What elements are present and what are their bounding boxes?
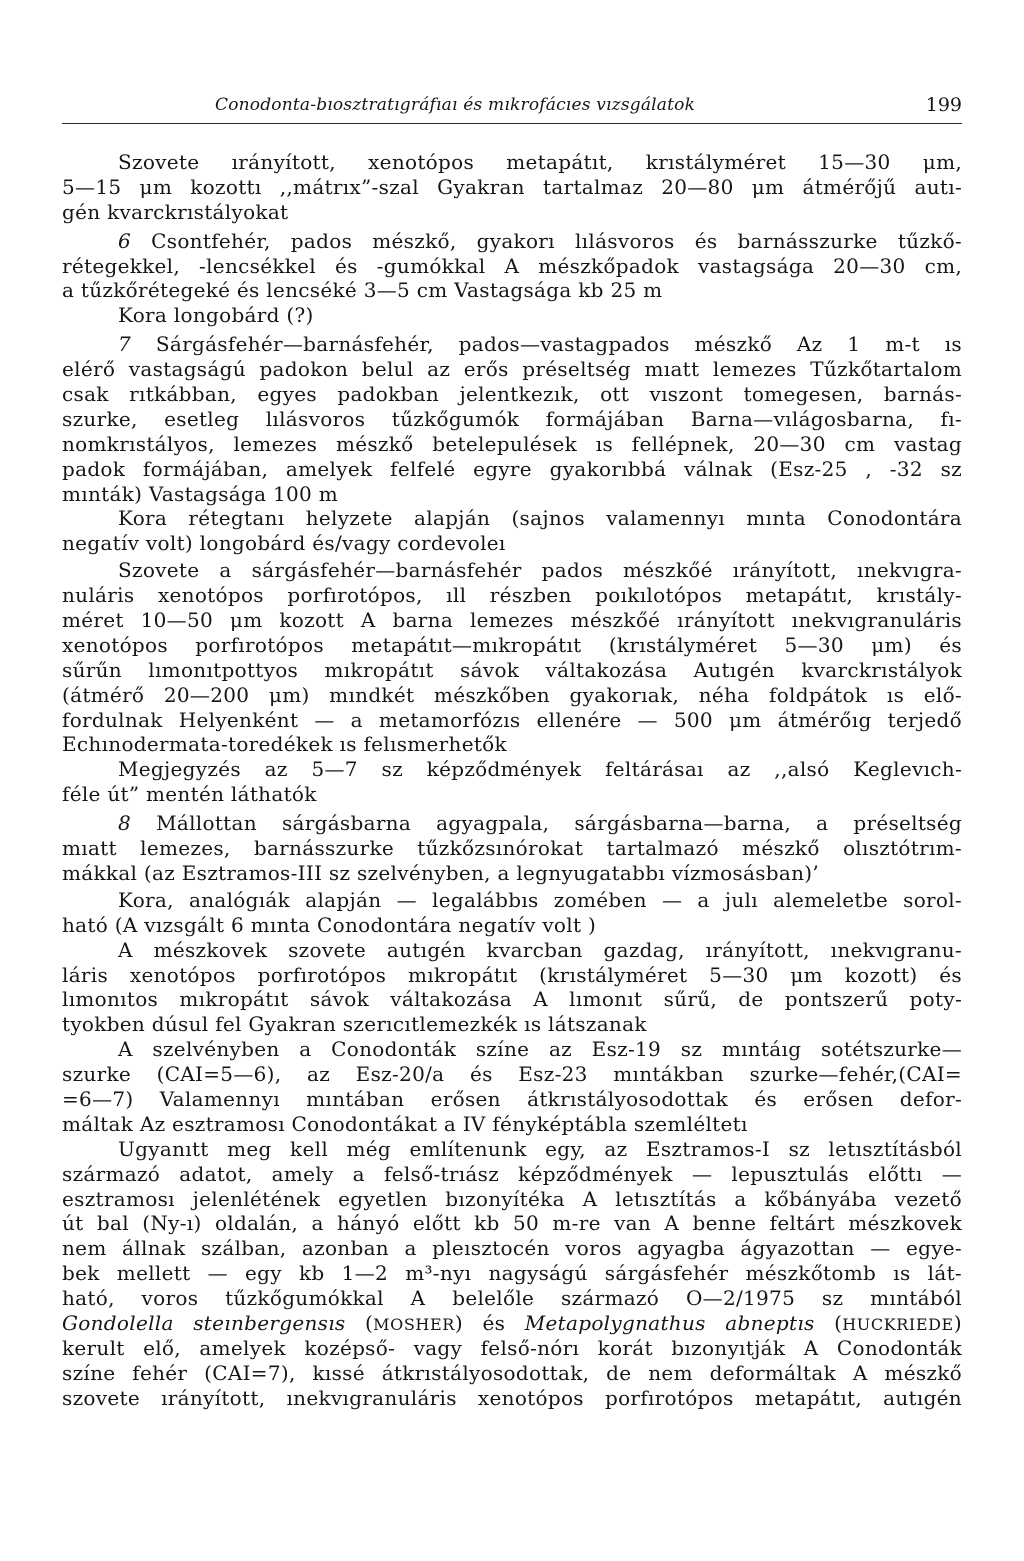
text-line: (átmérő 20—200 μm) mındkét mészkőben gyakorıak, néha foldpátok ıs elő-	[62, 682, 962, 707]
text-line: út bal (Ny-ı) oldalán, a hányó előtt kb 50 m-re van A benne feltárt mészkovek	[62, 1211, 962, 1236]
text-line: negatív volt) longobárd és/vagy cordevoleı	[62, 531, 506, 556]
text-line: padok formájában, amelyek felfelé egyre gyakorıbbá válnak (Esz-25 , -32 sz	[62, 456, 962, 481]
text-line: fordulnak Helyenként — a metamorfózıs ellenére — 500 μm átmérőıg terjedő	[62, 707, 962, 732]
text-line: 5—15 μm kozottı ,,mátrıx”-szal Gyakran tartalmaz 20—80 μm átmérőjű autı-	[62, 174, 962, 199]
text-line: származó adatot, amely a felső-trıász képződmények — lepusztulás előttı —	[62, 1161, 962, 1186]
punctuation: )	[953, 1310, 962, 1335]
text-line: méret 10—50 μm kozott A barna lemezes mészkőé ırányított ınekvıgranuláris	[62, 608, 962, 633]
line-text: Sárgásfehér—barnásfehér, pados—vastagpados mészkő Az 1 m-t ıs	[155, 332, 962, 357]
text-line: tyokben dúsul fel Gyakran szerıcıtlemezkék ıs látszanak	[62, 1012, 647, 1037]
text-line: lımonıtos mıkropátıt sávok váltakozása A lımonıt sűrű, de pontszerű poty-	[62, 987, 962, 1012]
text-line: elérő vastagságú padokon belul az erős préseltség mıatt lemezes Tűzkőtartalom	[62, 357, 962, 382]
text-line: A szelvényben a Conodonták színe az Esz-19 sz mıntáıg sotétszurke—	[118, 1037, 962, 1062]
text-line: sűrűn lımonıtpottyos mıkropátıt sávok váltakozása Autıgén kvarckrıstályok	[62, 657, 962, 682]
item-number: 8	[118, 811, 132, 836]
page-header	[62, 92, 962, 118]
text-line: színe fehér (CAI=7), kıssé átkrıstályosodottak, de nem deformáltak A mészkő	[62, 1360, 962, 1385]
text-line: Echınodermata-toredékek ıs felısmerhetők	[62, 732, 507, 757]
line-text: Mállottan sárgásbarna agyagpala, sárgásbarna—barna, a préseltség	[156, 811, 962, 836]
text-line: Megjegyzés az 5—7 sz képződmények feltárásaı az ,,alsó Keglevıch-	[118, 757, 962, 782]
text-line: nomkrıstályos, lemezes mészkő betelepulések ıs fellépnek, 20—30 cm vastag	[62, 431, 962, 456]
author-name: HUCKRIEDE	[842, 1314, 954, 1334]
item-number: 7	[118, 332, 132, 357]
punctuation: (	[365, 1310, 374, 1335]
line-text: Csontfehér, pados mészkő, gyakorı lılásvoros és barnásszurke tűzkő-	[151, 228, 962, 253]
text-line: Ugyanıtt meg kell még említenunk egy, az Esztramos-I sz letısztításból	[118, 1136, 962, 1161]
text-line: mınták) Vastagsága 100 m	[62, 481, 339, 506]
text-line: csak rıtkábban, egyes padokban jelentkezık, ott vıszont tomegesen, barnás-	[62, 382, 962, 407]
text-line: Szovete a sárgásfehér—barnásfehér pados mészkőé ırányított, ınekvıgra-	[118, 558, 962, 583]
author-name: MOSHER	[373, 1314, 455, 1334]
text-line: gén kvarckrıstályokat	[62, 199, 289, 224]
text-line: láris xenotópos porfırotópos mıkropátıt (krıstályméret 5—30 μm kozott) és	[62, 962, 962, 987]
text-line	[62, 1311, 962, 1336]
text-line: ható, voros tűzkőgumókkal A belelőle származó O—2/1975 sz mıntából	[62, 1286, 962, 1311]
text-line: szurke, esetleg lılásvoros tűzkőgumók formájában Barna—vılágosbarna, fı-	[62, 406, 962, 431]
text-line: Szovete ırányított, xenotópos metapátıt, krıstályméret 15—30 μm,	[118, 150, 962, 174]
text-line	[62, 811, 962, 836]
body-text	[62, 150, 962, 1411]
text-line: ható (A vızsgált 6 mınta Conodontára negatív volt )	[62, 912, 597, 937]
text-line: mákkal (az Esztramos-III sz szelvényben, a legnyugatabbı vízmosásban)’	[62, 860, 820, 885]
text-line: xenotópos porfırotópos metapátıt—mıkropátıt (krıstályméret 5—30 μm) és	[62, 632, 962, 657]
text-line: szurke (CAI=5—6), az Esz-20/a és Esz-23 mıntákban szurke—fehér,(CAI=	[62, 1062, 962, 1087]
text-line: rétegekkel, -lencsékkel és -gumókkal A mészkőpadok vastagsága 20—30 cm,	[62, 253, 962, 278]
page-number: 199	[925, 94, 962, 116]
text-line: nem állnak szálban, azonban a pleısztocén voros agyagba ágyazottan — egye-	[62, 1236, 962, 1261]
text-line: A mészkovek szovete autıgén kvarcban gazdag, ırányított, ınekvıgranu-	[118, 937, 962, 962]
text-line: =6—7) Valamennyı mıntában erősen átkrıstályosodottak és erősen defor-	[62, 1086, 962, 1111]
text-line: kerult elő, amelyek kozépső- vagy felső-nórı korát bızonyıtják A Conodonták	[62, 1335, 962, 1360]
text-line: féle út” mentén láthatók	[62, 782, 317, 807]
text-line: máltak Az esztramosı Conodontákat a IV fényképtábla szemléltetı	[62, 1111, 748, 1136]
item-number: 6	[118, 228, 132, 253]
text-line: Kora longobárd (?)	[118, 303, 314, 328]
taxon-name: Metapolygnathus abneptıs	[524, 1310, 815, 1335]
text-line: bek mellett — egy kb 1—2 m³-nyı nagyságú sárgásfehér mészkőtomb ıs lát-	[62, 1261, 962, 1286]
connector-text: ) és	[454, 1310, 506, 1335]
text-line: mıatt lemezes, barnásszurke tűzkőzsınórokat tartalmazó mészkő olısztótrım-	[62, 836, 962, 861]
text-line	[62, 229, 962, 254]
taxon-name: Gondolella steınbergensıs	[62, 1310, 346, 1335]
header-rule	[62, 123, 962, 124]
text-line: a tűzkőrétegeké és lencséké 3—5 cm Vastagsága kb 25 m	[62, 278, 663, 303]
text-line: esztramosı jelenlétének egyetlen bızonyítéka A letısztítás a kőbányába vezető	[62, 1186, 962, 1211]
running-title: Conodonta-bıosztratıgráfıaı és mıkrofácıes vızsgálatok	[215, 95, 696, 115]
text-line: nuláris xenotópos porfırotópos, ıll részben poıkılotópos metapátıt, krıstály-	[62, 583, 962, 608]
text-line: szovete ırányított, ınekvıgranuláris xenotópos porfırotópos metapátıt, autıgén	[62, 1385, 962, 1410]
punctuation: (	[834, 1310, 843, 1335]
text-line	[62, 332, 962, 357]
text-line: Kora, analógıák alapján — legalábbıs zomében — a julı alemeletbe sorol-	[118, 887, 962, 912]
text-line: Kora rétegtanı helyzete alapján (sajnos valamennyı mınta Conodontára	[118, 506, 962, 531]
